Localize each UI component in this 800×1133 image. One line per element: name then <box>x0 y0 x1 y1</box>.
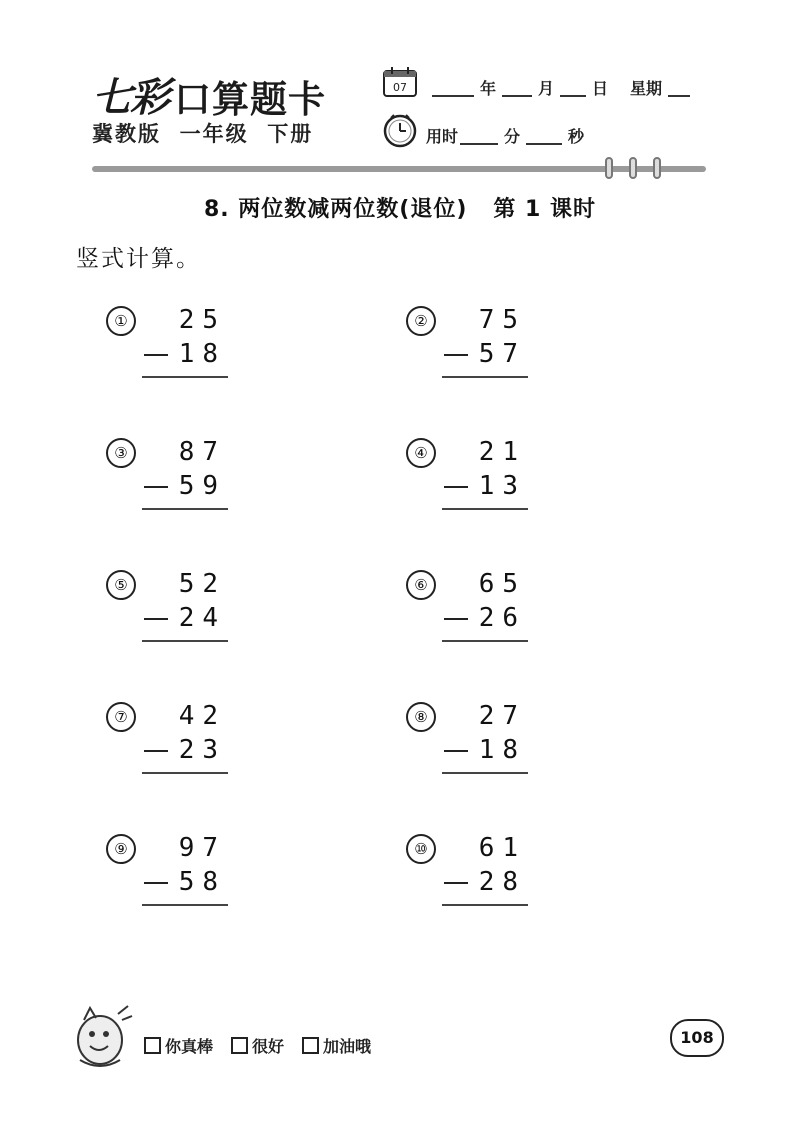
problem-item <box>406 570 606 670</box>
answer-line[interactable] <box>442 508 528 510</box>
subtrahend: 59 <box>178 471 226 501</box>
time-used-label: 用时 <box>426 127 459 146</box>
answer-line[interactable] <box>142 772 228 774</box>
minuend: 27 <box>478 701 526 731</box>
problem-number: ④ <box>406 438 436 468</box>
minuend: 52 <box>178 569 226 599</box>
problem-number: ⑥ <box>406 570 436 600</box>
binder-rings-icon <box>600 156 670 182</box>
day-label: 日 <box>592 79 609 98</box>
instruction-text: 竖式计算。 <box>76 246 201 272</box>
problem-item <box>406 702 606 802</box>
lesson-title: 8. 两位数减两位数(退位) 第 1 课时 <box>203 197 597 222</box>
minuend: 25 <box>178 305 226 335</box>
edition-label: 冀教版 一年级 下册 <box>92 122 314 146</box>
date-fill-line <box>426 76 696 99</box>
month-blank[interactable] <box>502 81 532 97</box>
minuend: 42 <box>178 701 226 731</box>
mascot-icon <box>70 1000 134 1072</box>
problem-item <box>106 702 306 802</box>
calendar-icon <box>382 66 418 98</box>
problem-item <box>406 438 606 538</box>
problem-item <box>106 306 306 406</box>
day-blank[interactable] <box>560 81 586 97</box>
minutes-label: 分 <box>504 127 521 146</box>
brand-logo-part-b: 口算题卡 <box>174 78 326 121</box>
subtrahend: 57 <box>478 339 526 369</box>
minutes-blank[interactable] <box>460 129 498 145</box>
weekday-blank[interactable] <box>668 81 690 97</box>
answer-line[interactable] <box>442 376 528 378</box>
problem-item <box>406 306 606 406</box>
answer-line[interactable] <box>142 508 228 510</box>
problem-number: ① <box>106 306 136 336</box>
minuend: 65 <box>478 569 526 599</box>
year-blank[interactable] <box>432 81 474 97</box>
calendar-icon-number: 07 <box>393 81 407 94</box>
month-label: 月 <box>538 79 555 98</box>
minuend: 61 <box>478 833 526 863</box>
seconds-blank[interactable] <box>526 129 562 145</box>
problem-item <box>106 570 306 670</box>
subtrahend: 18 <box>478 735 526 765</box>
answer-line[interactable] <box>142 904 228 906</box>
page-number: 108 <box>670 1019 724 1057</box>
rating-label: 加油哦 <box>323 1037 372 1056</box>
rating-option[interactable] <box>302 1034 371 1057</box>
subtrahend: 24 <box>178 603 226 633</box>
checkbox-icon[interactable] <box>144 1037 161 1054</box>
problem-number: ⑤ <box>106 570 136 600</box>
brand-logo-part-a: 七彩 <box>92 74 168 121</box>
problem-item <box>406 834 606 934</box>
subtrahend: 28 <box>478 867 526 897</box>
rating-label: 很好 <box>252 1037 285 1056</box>
answer-line[interactable] <box>142 376 228 378</box>
time-fill-line <box>426 124 584 147</box>
problem-item <box>106 834 306 934</box>
rating-option[interactable] <box>231 1034 284 1057</box>
subtrahend: 23 <box>178 735 226 765</box>
problem-number: ③ <box>106 438 136 468</box>
subtrahend: 58 <box>178 867 226 897</box>
answer-line[interactable] <box>442 640 528 642</box>
checkbox-icon[interactable] <box>302 1037 319 1054</box>
minuend: 97 <box>178 833 226 863</box>
subtrahend: 26 <box>478 603 526 633</box>
minuend: 87 <box>178 437 226 467</box>
year-label: 年 <box>480 79 497 98</box>
minuend: 21 <box>478 437 526 467</box>
problem-number: ② <box>406 306 436 336</box>
weekday-label: 星期 <box>630 79 663 98</box>
rating-option[interactable] <box>144 1034 213 1057</box>
answer-line[interactable] <box>442 772 528 774</box>
problem-number: ⑧ <box>406 702 436 732</box>
rating-label: 你真棒 <box>165 1037 214 1056</box>
problem-number: ⑨ <box>106 834 136 864</box>
brand-logo <box>92 66 326 123</box>
problem-item <box>106 438 306 538</box>
problem-number: ⑩ <box>406 834 436 864</box>
minuend: 75 <box>478 305 526 335</box>
answer-line[interactable] <box>442 904 528 906</box>
seconds-label: 秒 <box>568 127 585 146</box>
self-rating-group <box>144 1034 389 1057</box>
clock-icon <box>382 112 418 148</box>
problem-number: ⑦ <box>106 702 136 732</box>
subtrahend: 18 <box>178 339 226 369</box>
subtrahend: 13 <box>478 471 526 501</box>
checkbox-icon[interactable] <box>231 1037 248 1054</box>
answer-line[interactable] <box>142 640 228 642</box>
